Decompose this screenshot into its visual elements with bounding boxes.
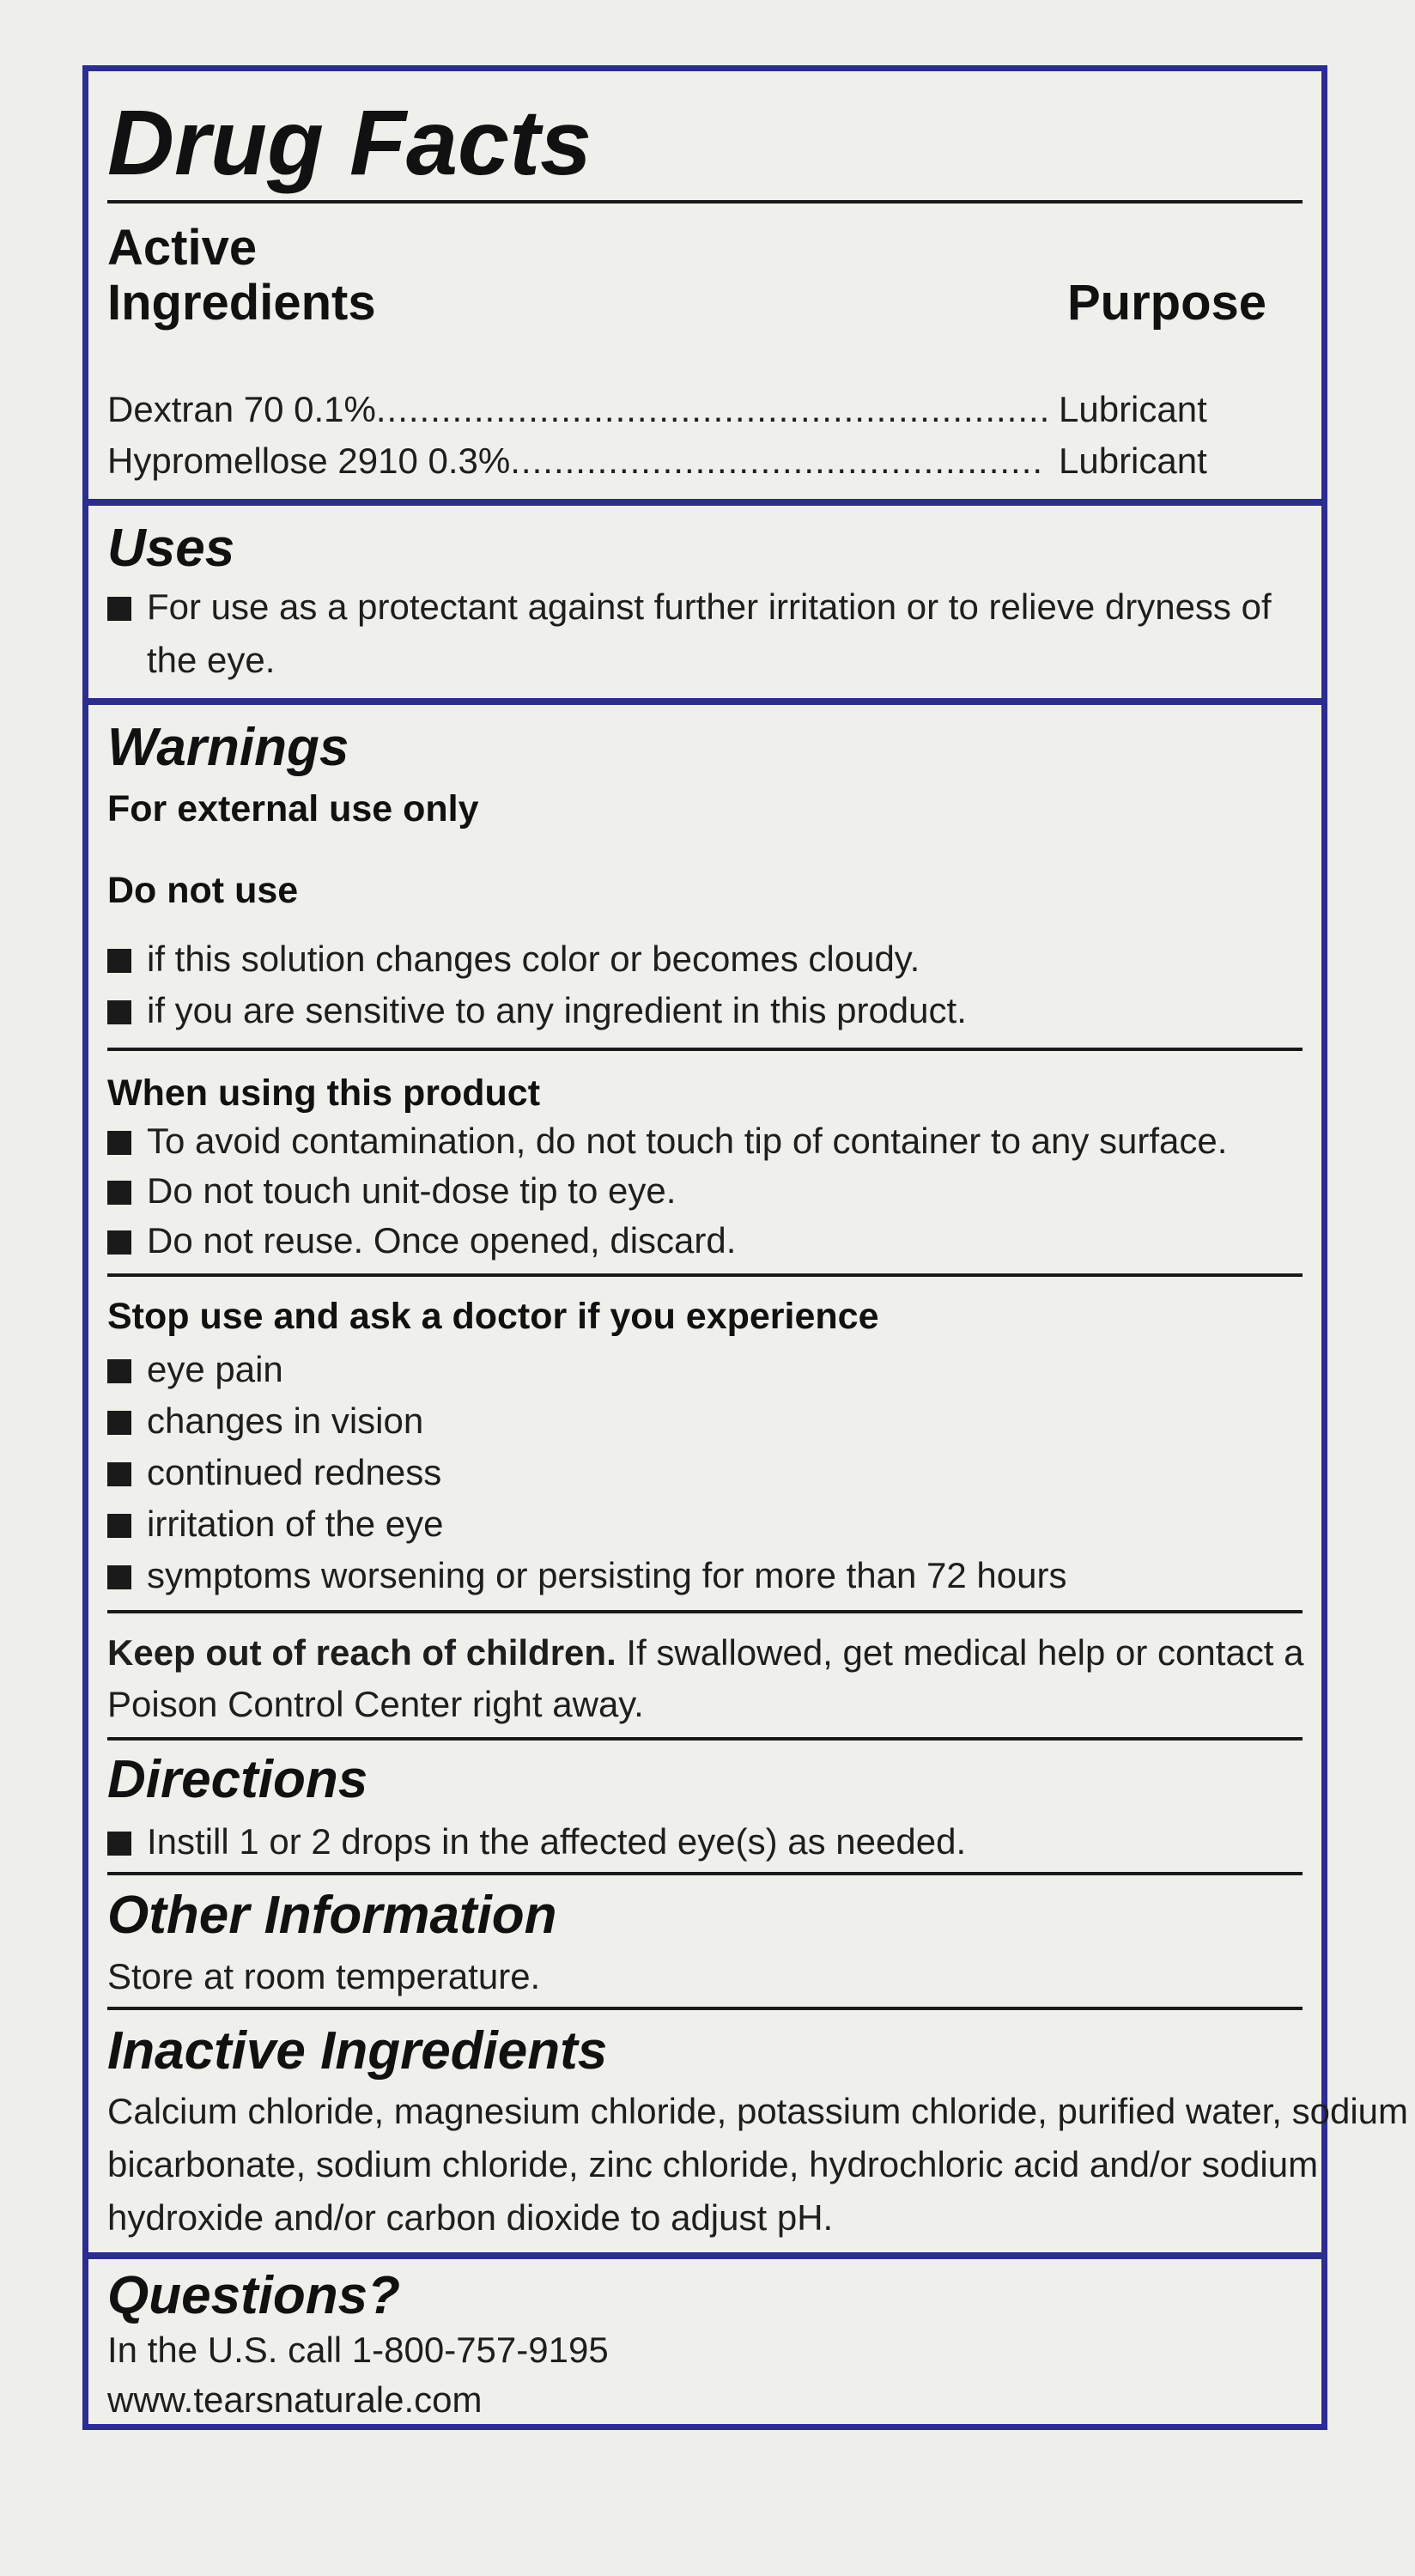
leader-dots: .............................................................. [375,389,1051,429]
uses-text: For use as a protectant against further irritation or to relieve dryness of [147,586,1272,627]
active-ingredients-heading-line2: Ingredients [107,275,376,331]
bullet-square-icon [107,1411,131,1435]
directions-item [107,1821,966,1862]
warnings-title: Warnings [107,718,349,777]
directions-title: Directions [107,1750,368,1809]
when-using-item [107,1121,1227,1162]
do-not-use-item [107,939,920,980]
bullet-text: changes in vision [147,1400,424,1441]
questions-title: Questions? [107,2266,401,2325]
bullet-text: Do not reuse. Once opened, discard. [147,1220,737,1261]
bullet-square-icon [107,1181,131,1205]
inactive-ingredients-text: Calcium chloride, magnesium chloride, potassium chloride, purified water, sodium [107,2091,1409,2131]
stop-use-item [107,1555,1066,1596]
subsection-rule [107,1610,1303,1613]
subsection-rule [107,1048,1303,1051]
other-information-text: Store at room temperature. [107,1956,541,1996]
bullet-square-icon [107,1565,131,1589]
questions-phone: In the U.S. call 1-800-757-9195 [107,2330,609,2370]
bullet-text: symptoms worsening or persisting for more than 72 hours [147,1555,1067,1595]
keep-out-of-reach-text [107,1632,1304,1674]
bullet-text: continued redness [147,1452,442,1492]
header-rule [107,200,1303,204]
stop-use-item [107,1452,441,1493]
inactive-ingredients-text: hydroxide and/or carbon dioxide to adjust pH. [107,2197,834,2238]
ingredient-row [107,389,1050,430]
drug-facts-title: Drug Facts [107,90,592,194]
subsection-rule [107,2007,1303,2010]
bullet-square-icon [107,1000,131,1024]
bullet-text: if this solution changes color or becomes cloudy. [147,939,920,979]
when-using-item [107,1220,736,1261]
bullet-square-icon [107,597,131,621]
do-not-use-item [107,990,967,1031]
bullet-text: Instill 1 or 2 drops in the affected eye(s) as needed. [147,1821,967,1862]
ingredient-purpose: Lubricant [1059,389,1207,429]
ingredient-name: Dextran 70 0.1% [107,389,376,429]
bullet-square-icon [107,949,131,973]
keep-out-rest: If swallowed, get medical help or contact a [616,1632,1304,1673]
when-using-item [107,1170,676,1212]
uses-text-continued: the eye. [147,640,276,680]
ingredient-name: Hypromellose 2910 0.3% [107,440,511,481]
bullet-square-icon [107,1359,131,1383]
keep-out-of-reach-continued: Poison Control Center right away. [107,1684,644,1724]
questions-website[interactable]: www.tearsnaturale.com [107,2379,483,2420]
stop-use-item [107,1504,444,1545]
when-using-heading: When using this product [107,1072,541,1114]
bullet-text: irritation of the eye [147,1504,444,1544]
uses-item [107,586,1272,628]
uses-title: Uses [107,519,235,578]
keep-out-bold: Keep out of reach of children. [107,1632,616,1673]
bullet-text: eye pain [147,1349,283,1389]
subsection-rule [107,1273,1303,1277]
section-divider [88,2252,1321,2259]
bullet-text: To avoid contamination, do not touch tip of container to any surface. [147,1121,1228,1161]
do-not-use-heading: Do not use [107,870,299,911]
active-ingredients-heading-line1: Active [107,220,258,276]
bullet-square-icon [107,1514,131,1538]
bullet-text: Do not touch unit-dose tip to eye. [147,1170,677,1211]
subsection-rule [107,1737,1303,1741]
inactive-ingredients-title: Inactive Ingredients [107,2021,608,2081]
leader-dots: ................................................. [510,440,1044,481]
stop-use-item [107,1349,283,1390]
purpose-heading: Purpose [1067,275,1267,331]
bullet-text: if you are sensitive to any ingredient in this product. [147,990,967,1030]
bullet-square-icon [107,1230,131,1255]
bullet-square-icon [107,1462,131,1486]
bullet-square-icon [107,1131,131,1155]
stop-use-heading: Stop use and ask a doctor if you experience [107,1296,879,1337]
section-divider [88,499,1321,506]
ingredient-row [107,440,1043,482]
ingredient-purpose: Lubricant [1059,440,1207,481]
inactive-ingredients-text: bicarbonate, sodium chloride, zinc chloride, hydrochloric acid and/or sodium [107,2144,1319,2184]
drug-facts-panel [82,65,1409,2430]
other-information-title: Other Information [107,1886,557,1945]
bullet-square-icon [107,1832,131,1856]
subsection-rule [107,1872,1303,1875]
section-divider [88,698,1321,705]
stop-use-item [107,1400,423,1442]
external-use-text: For external use only [107,788,479,829]
